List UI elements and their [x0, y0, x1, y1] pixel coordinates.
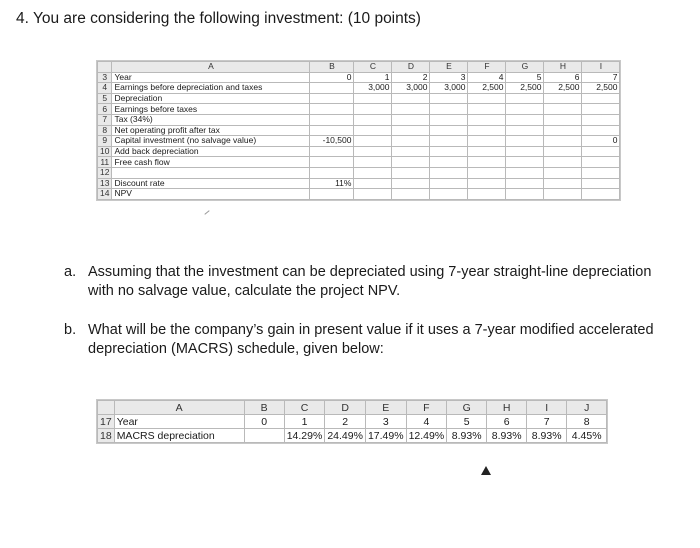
value-cell [430, 136, 468, 147]
value-cell: 12.49% [406, 429, 447, 443]
value-cell: 7 [582, 72, 620, 83]
value-cell [354, 104, 392, 115]
value-cell [354, 167, 392, 178]
value-cell [468, 157, 506, 168]
column-header: G [506, 62, 544, 73]
value-cell [582, 167, 620, 178]
sheet-row [98, 83, 620, 94]
sheet-row [98, 178, 620, 189]
row-label: Add back depreciation [112, 146, 310, 157]
value-cell [468, 136, 506, 147]
column-header: H [487, 401, 527, 415]
value-cell: 8.93% [447, 429, 487, 443]
row-number: 12 [98, 167, 112, 178]
value-cell [544, 157, 582, 168]
row-label: Depreciation [112, 93, 310, 104]
part-b [64, 321, 684, 361]
value-cell [354, 93, 392, 104]
value-cell [544, 146, 582, 157]
row-number: 14 [98, 189, 112, 200]
column-header: F [406, 401, 447, 415]
value-cell [430, 104, 468, 115]
value-cell: 2 [392, 72, 430, 83]
value-cell: 3,000 [354, 83, 392, 94]
value-cell [310, 157, 354, 168]
value-cell [506, 167, 544, 178]
value-cell [392, 157, 430, 168]
column-header-row [98, 62, 620, 73]
value-cell [430, 93, 468, 104]
row-label: Tax (34%) [112, 114, 310, 125]
value-cell: 0 [244, 415, 284, 429]
value-cell [354, 125, 392, 136]
value-cell [506, 157, 544, 168]
value-cell: 3 [365, 415, 406, 429]
value-cell: 8.93% [527, 429, 567, 443]
value-cell [310, 93, 354, 104]
column-header: A [114, 401, 244, 415]
value-cell [392, 146, 430, 157]
column-header-row [98, 401, 607, 415]
column-header: I [582, 62, 620, 73]
sheet-row [98, 167, 620, 178]
value-cell [310, 125, 354, 136]
value-cell [392, 125, 430, 136]
value-cell [430, 157, 468, 168]
value-cell [468, 178, 506, 189]
value-cell [354, 189, 392, 200]
row-number: 18 [98, 429, 115, 443]
column-header: D [392, 62, 430, 73]
value-cell [430, 125, 468, 136]
row-number: 7 [98, 114, 112, 125]
row-number: 13 [98, 178, 112, 189]
mouse-cursor-icon [481, 466, 491, 475]
value-cell [582, 178, 620, 189]
value-cell [582, 157, 620, 168]
value-cell: 0 [310, 72, 354, 83]
sheet-row [98, 157, 620, 168]
part-b-text-line1: What will be the company’s gain in present value if it uses a 7-year modified accelerated [88, 322, 654, 338]
value-cell [430, 189, 468, 200]
value-cell [430, 178, 468, 189]
value-cell: 2,500 [506, 83, 544, 94]
row-number: 10 [98, 146, 112, 157]
value-cell: 2,500 [582, 83, 620, 94]
value-cell [544, 167, 582, 178]
value-cell [544, 136, 582, 147]
row-number: 11 [98, 157, 112, 168]
value-cell [430, 146, 468, 157]
value-cell: 1 [284, 415, 325, 429]
value-cell: 4 [468, 72, 506, 83]
row-number: 9 [98, 136, 112, 147]
value-cell [506, 93, 544, 104]
column-header: I [527, 401, 567, 415]
sheet-row [98, 125, 620, 136]
value-cell: 5 [447, 415, 487, 429]
value-cell [582, 104, 620, 115]
column-header: C [354, 62, 392, 73]
value-cell [506, 104, 544, 115]
value-cell: 14.29% [284, 429, 325, 443]
sheet-row [98, 93, 620, 104]
row-label: Capital investment (no salvage value) [112, 136, 310, 147]
value-cell [468, 125, 506, 136]
value-cell [582, 93, 620, 104]
value-cell [468, 146, 506, 157]
value-cell [582, 114, 620, 125]
column-header: B [310, 62, 354, 73]
value-cell: 11% [310, 178, 354, 189]
value-cell [392, 167, 430, 178]
value-cell [506, 136, 544, 147]
row-label: Discount rate [112, 178, 310, 189]
part-a-text-line1: Assuming that the investment can be depreciated using 7-year straight-line depreciation [88, 264, 652, 280]
column-header: E [430, 62, 468, 73]
row-label [112, 167, 310, 178]
part-a-text-line2: with no salvage value, calculate the project NPV. [88, 283, 401, 299]
part-b-label: b. [64, 322, 77, 338]
stray-mark [204, 210, 209, 215]
value-cell [544, 93, 582, 104]
value-cell [544, 178, 582, 189]
value-cell [544, 104, 582, 115]
sheet-row [98, 72, 620, 83]
part-a-label: a. [64, 264, 77, 280]
value-cell [392, 93, 430, 104]
value-cell [244, 429, 284, 443]
column-header: G [447, 401, 487, 415]
part-b-text-line2: depreciation (MACRS) schedule, given below: [88, 341, 384, 357]
sheet-row [98, 429, 607, 443]
row-number: 17 [98, 415, 115, 429]
value-cell [506, 125, 544, 136]
value-cell [430, 167, 468, 178]
value-cell: 2 [325, 415, 366, 429]
value-cell [468, 93, 506, 104]
row-label: Earnings before taxes [112, 104, 310, 115]
row-number: 6 [98, 104, 112, 115]
value-cell [310, 146, 354, 157]
value-cell: 1 [354, 72, 392, 83]
value-cell: 17.49% [365, 429, 406, 443]
value-cell: 8 [567, 415, 607, 429]
sheet-row [98, 189, 620, 200]
row-label: MACRS depreciation [114, 429, 244, 443]
row-label: NPV [112, 189, 310, 200]
value-cell: 3,000 [430, 83, 468, 94]
column-header: D [325, 401, 366, 415]
value-cell: 6 [487, 415, 527, 429]
value-cell [392, 178, 430, 189]
row-label: Net operating profit after tax [112, 125, 310, 136]
column-header: H [544, 62, 582, 73]
row-number: 5 [98, 93, 112, 104]
value-cell: 6 [544, 72, 582, 83]
value-cell: 4 [406, 415, 447, 429]
value-cell [430, 114, 468, 125]
value-cell: 0 [582, 136, 620, 147]
value-cell [354, 114, 392, 125]
column-header: B [244, 401, 284, 415]
value-cell [392, 114, 430, 125]
row-label: Free cash flow [112, 157, 310, 168]
value-cell: 2,500 [544, 83, 582, 94]
corner-cell [98, 62, 112, 73]
value-cell [468, 167, 506, 178]
sheet-row [98, 146, 620, 157]
value-cell [506, 146, 544, 157]
sheet-row [98, 104, 620, 115]
value-cell: 7 [527, 415, 567, 429]
value-cell [544, 114, 582, 125]
value-cell [310, 114, 354, 125]
corner-cell [98, 401, 115, 415]
value-cell [506, 114, 544, 125]
value-cell [354, 178, 392, 189]
column-header: A [112, 62, 310, 73]
value-cell [506, 189, 544, 200]
row-label: Earnings before depreciation and taxes [112, 83, 310, 94]
value-cell [506, 178, 544, 189]
value-cell: 24.49% [325, 429, 366, 443]
row-label: Year [114, 415, 244, 429]
row-number: 3 [98, 72, 112, 83]
value-cell [392, 189, 430, 200]
value-cell [310, 83, 354, 94]
sheet-row [98, 415, 607, 429]
sheet-row [98, 136, 620, 147]
value-cell: 4.45% [567, 429, 607, 443]
value-cell [392, 136, 430, 147]
value-cell [544, 189, 582, 200]
value-cell [582, 189, 620, 200]
question-title: 4. You are considering the following investment: (10 points) [16, 10, 421, 27]
value-cell: 2,500 [468, 83, 506, 94]
value-cell [582, 125, 620, 136]
row-number: 8 [98, 125, 112, 136]
investment-spreadsheet [96, 60, 621, 201]
value-cell: 8.93% [487, 429, 527, 443]
macrs-spreadsheet [96, 399, 608, 444]
value-cell [354, 146, 392, 157]
value-cell [468, 104, 506, 115]
value-cell [468, 189, 506, 200]
value-cell [354, 136, 392, 147]
value-cell: -10,500 [310, 136, 354, 147]
column-header: C [284, 401, 325, 415]
value-cell [544, 125, 582, 136]
value-cell: 3 [430, 72, 468, 83]
part-a [64, 263, 684, 303]
column-header: J [567, 401, 607, 415]
row-number: 4 [98, 83, 112, 94]
column-header: F [468, 62, 506, 73]
value-cell [310, 189, 354, 200]
value-cell: 3,000 [392, 83, 430, 94]
value-cell [392, 104, 430, 115]
sheet-row [98, 114, 620, 125]
row-label: Year [112, 72, 310, 83]
value-cell [310, 104, 354, 115]
value-cell [582, 146, 620, 157]
value-cell [468, 114, 506, 125]
value-cell [354, 157, 392, 168]
column-header: E [365, 401, 406, 415]
value-cell: 5 [506, 72, 544, 83]
value-cell [310, 167, 354, 178]
